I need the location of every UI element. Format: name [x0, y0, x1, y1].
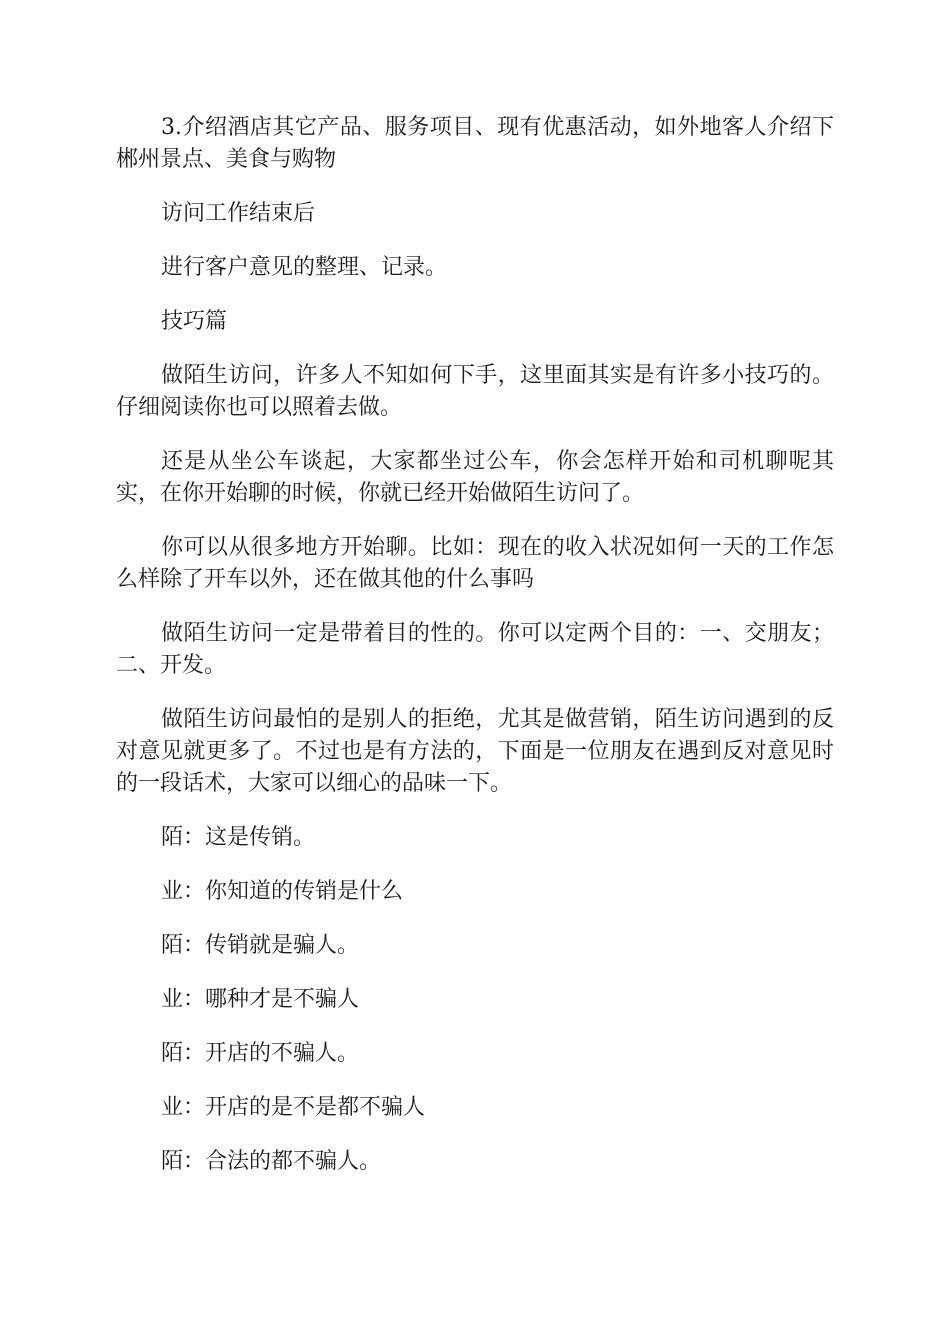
paragraph: 做陌生访问一定是带着目的性的。你可以定两个目的：一、交朋友；二、开发。 — [116, 621, 834, 678]
section-heading: 技巧篇 — [161, 309, 228, 334]
dialogue-line: 陌：传销就是骗人。 — [161, 933, 360, 958]
dialogue-line: 业：你知道的传销是什么 — [161, 879, 404, 904]
paragraph: 做陌生访问，许多人不知如何下手，这里面其实是有许多小技巧的。仔细阅读你也可以照着去做。 — [116, 363, 834, 420]
paragraph: 还是从坐公车谈起，大家都坐过公车，你会怎样开始和司机聊呢其实，在你开始聊的时候，你就已经开始做陌生访问了。 — [116, 449, 834, 506]
paragraph: 你可以从很多地方开始聊。比如：现在的收入状况如何一天的工作怎么样除了开车以外，还在做其他的什么事吗 — [116, 535, 834, 592]
paragraph: 做陌生访问最怕的是别人的拒绝，尤其是做营销，陌生访问遇到的反对意见就更多了。不过也是有方法的，下面是一位朋友在遇到反对意见时的一段话术，大家可以细心的品味一下。 — [116, 707, 834, 796]
dialogue-line: 业：开店的是不是都不骗人 — [161, 1095, 426, 1120]
dialogue-line: 陌：合法的都不骗人。 — [161, 1149, 382, 1174]
paragraph: 访问工作结束后 — [161, 201, 316, 226]
dialogue-line: 陌：这是传销。 — [161, 825, 316, 850]
dialogue-line: 业：哪种才是不骗人 — [161, 987, 360, 1012]
paragraph: 3.介绍酒店其它产品、服务项目、现有优惠活动，如外地客人介绍下郴州景点、美食与购物 — [116, 115, 834, 172]
dialogue-line: 陌：开店的不骗人。 — [161, 1041, 360, 1066]
paragraph: 进行客户意见的整理、记录。 — [161, 255, 448, 280]
document-body — [116, 112, 834, 1200]
